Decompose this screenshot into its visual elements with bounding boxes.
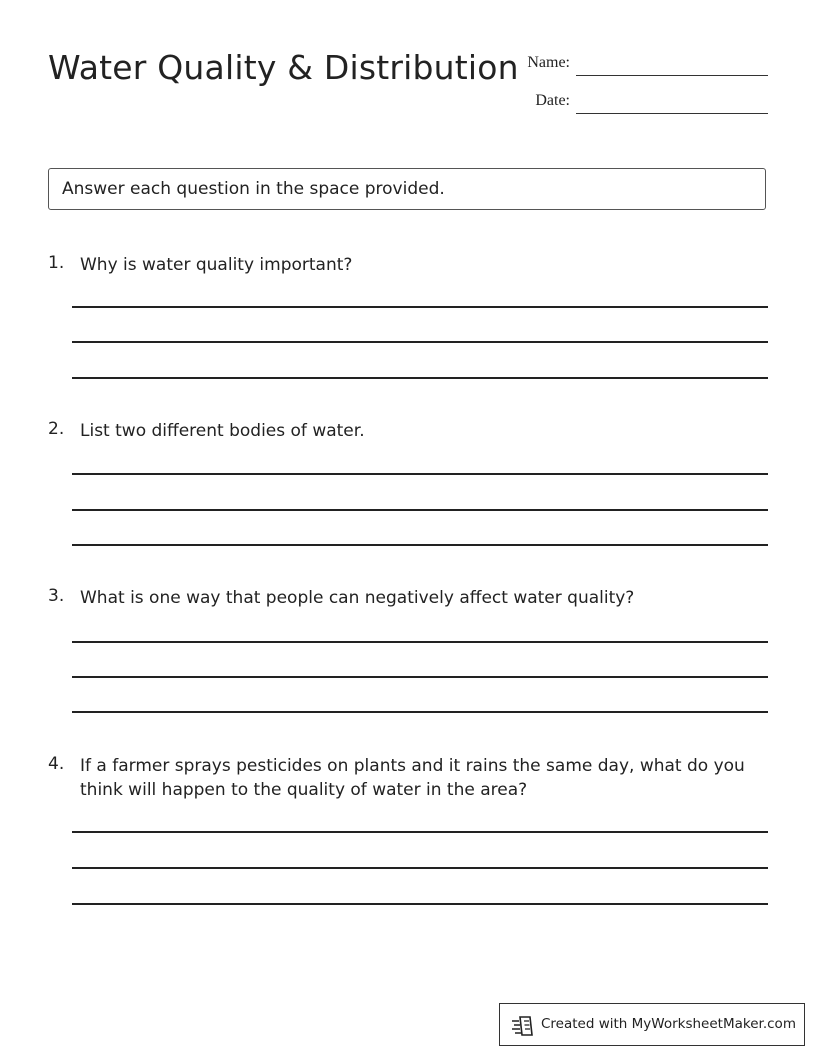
answer-line[interactable] (72, 711, 768, 713)
answer-line[interactable] (72, 509, 768, 511)
instructions-text: Answer each question in the space provided. (62, 179, 445, 199)
question-number: 1. (48, 253, 65, 273)
date-field[interactable] (508, 88, 768, 116)
question-text: What is one way that people can negatively affect water quality? (80, 588, 635, 608)
date-blank-line[interactable] (576, 113, 768, 114)
worksheet-logo-icon (511, 1015, 535, 1037)
answer-line[interactable] (72, 377, 768, 379)
footer-credit (499, 1003, 805, 1046)
instructions-box (48, 168, 766, 210)
answer-line[interactable] (72, 831, 768, 833)
answer-line[interactable] (72, 544, 768, 546)
answer-line[interactable] (72, 341, 768, 343)
answer-line[interactable] (72, 867, 768, 869)
name-field[interactable] (508, 50, 768, 78)
answer-line[interactable] (72, 473, 768, 475)
name-label: Name: (527, 54, 570, 71)
answer-line[interactable] (72, 641, 768, 643)
footer-text: Created with MyWorksheetMaker.com (541, 1016, 796, 1032)
date-label: Date: (535, 92, 570, 109)
answer-line[interactable] (72, 903, 768, 905)
answer-line[interactable] (72, 306, 768, 308)
question-number: 4. (48, 754, 65, 774)
answer-line[interactable] (72, 676, 768, 678)
question-text: If a farmer sprays pesticides on plants and it rains the same day, what do you think will happen to the quality of water in the area? (80, 756, 745, 800)
question-number: 3. (48, 586, 65, 606)
name-blank-line[interactable] (576, 75, 768, 76)
question-number: 2. (48, 419, 65, 439)
worksheet-title: Water Quality & Distribution (48, 48, 519, 87)
question-text: List two different bodies of water. (80, 421, 365, 441)
question-text: Why is water quality important? (80, 255, 353, 275)
